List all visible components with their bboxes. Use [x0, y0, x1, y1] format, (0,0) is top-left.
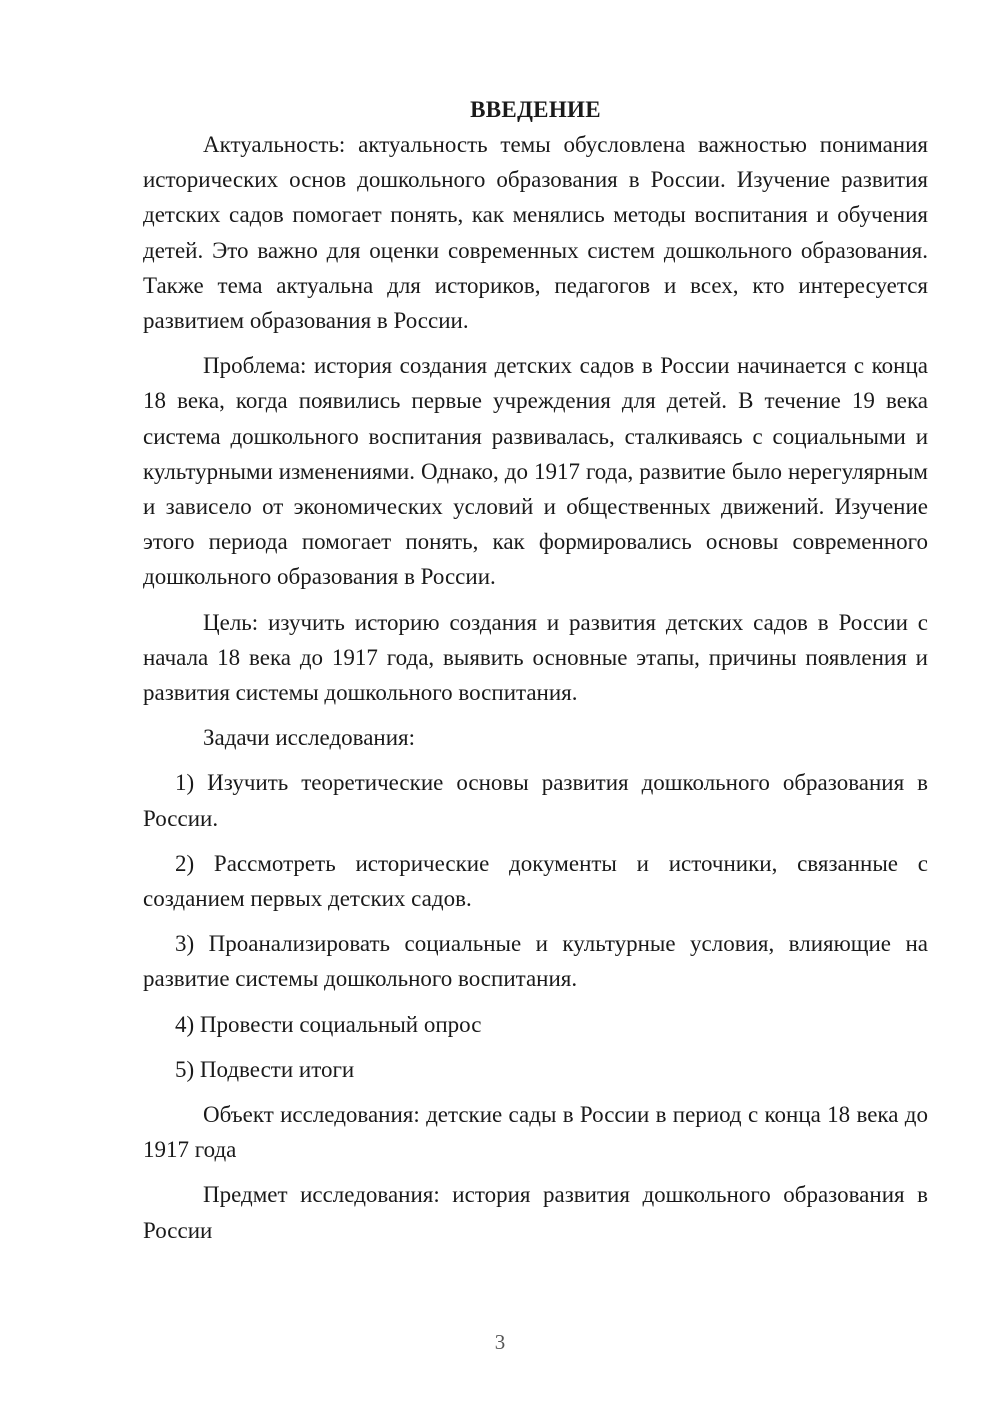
tasks-title: Задачи исследования:	[203, 725, 416, 751]
task-item-3: 3) Проанализировать социальные и культурные условия, влияющие на развитие системы дошкольного воспитания.	[143, 931, 928, 992]
relevance-paragraph: Актуальность: актуальность темы обусловлена важностью понимания исторических основ дошкольного образования в России. Изучение развития детских садов помогает понять, как менялись методы воспитания и обучения детей. Это важно для оценки современных систем дошкольного образования. Также тема актуальна для историков, педагогов и всех, кто интересуется развитием образования в России.	[143, 132, 928, 334]
section-heading: ВВЕДЕНИЕ	[470, 97, 601, 122]
task-item-2: 2) Рассмотреть исторические документы и источники, связанные с созданием первых детских садов.	[143, 850, 928, 912]
document-page	[143, 92, 928, 1258]
task-item-5: 5) Подвести итоги	[175, 1056, 355, 1082]
task-item-1: 1) Изучить теоретические основы развития дошкольного образования в России.	[143, 770, 928, 831]
goal-paragraph: Цель: изучить историю создания и развития детских садов в России с начала 18 века до 1917 года, выявить основные этапы, причины появления и развития системы дошкольного воспитания.	[143, 609, 928, 706]
page-number: 3	[494, 1330, 506, 1354]
object-paragraph: Объект исследования: детские сады в России в период с конца 18 века до 1917 года	[143, 1102, 928, 1163]
subject-paragraph: Предмет исследования: история развития дошкольного образования в России	[143, 1182, 928, 1243]
task-item-4: 4) Провести социальный опрос	[175, 1011, 482, 1037]
problem-paragraph: Проблема: история создания детских садов в России начинается с конца 18 века, когда появились первые учреждения для детей. В течение 19 века система дошкольного воспитания развивалась, сталкиваясь с социальными и культурными изменениями. Однако, до 1917 года, развитие было нерегулярным и зависело от экономических условий и общественных движений. Изучение этого периода помогает понять, как формировались основы современного дошкольного образования в России.	[143, 353, 928, 590]
